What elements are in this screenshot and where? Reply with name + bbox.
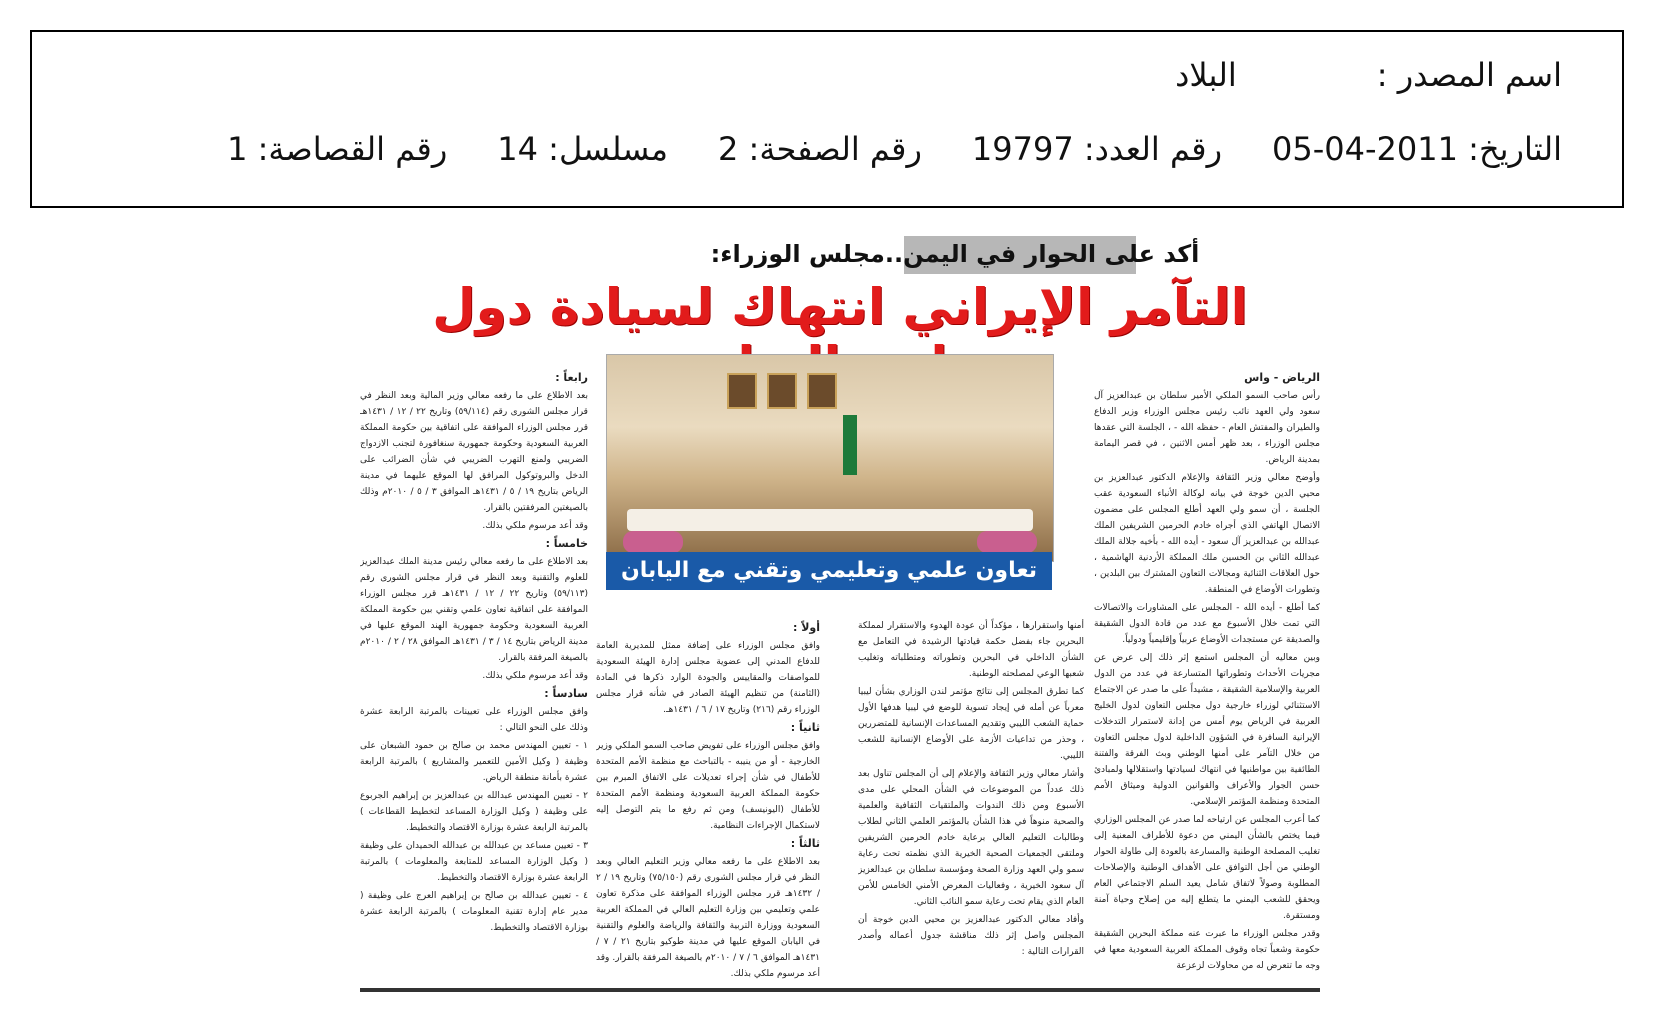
paragraph: كما تطرق المجلس إلى نتائج مؤتمر لندن الوزاري بشأن ليبيا معرباً عن أمله في إيجاد تسوية للوضع في ليبيا هدفها الأول حماية الشعب الليبي وتقديم المساعدات الإنسانية للمتضررين ، وحذر من تداعيات الأزمة على الأوضاع الإنسانية للشعب الليبي. xyxy=(858,687,1084,761)
page-label: رقم الصفحة: xyxy=(748,130,922,168)
cabinet-meeting-photo xyxy=(606,354,1054,562)
section-heading: خامساً : xyxy=(545,537,588,550)
section-heading: ثانياً : xyxy=(790,721,820,734)
serial-label: مسلسل: xyxy=(548,130,668,168)
paragraph: ٢ - تعيين المهندس عبدالله بن عبدالعزيز بن إبراهيم الجربوع على وظيفة ( وكيل الوزارة المساعد لتخطيط القطاعات ) بالمرتبة الرابعة عشرة بوزارة الاقتصاد والتخطيط. xyxy=(360,791,588,833)
newspaper-clipping xyxy=(360,236,1320,998)
paragraph: كما أعرب المجلس عن ارتياحه لما صدر عن المجلس الوزاري فيما يختص بالشأن اليمني من دعوة للأطراف المعنية إلى تغليب المصلحة الوطنية والمسارعة بالعودة إلى طاولة الحوار الوطني من أجل التوافق على الأهداف الوطنية والإصلاحات المطلوبة وصولاً لاتفاق شامل يعيد السلم الاجتماعي العام ويحقق للشعب اليمني ما يتطلع إليه من إصلاح وحياة آمنة ومستقرة. xyxy=(1094,815,1320,921)
clip-value: 1 xyxy=(227,130,248,168)
column-mid-left xyxy=(596,618,820,988)
issue-label: رقم العدد: xyxy=(1083,130,1223,168)
paragraph: بعد الاطلاع على ما رفعه معالي رئيس مدينة الملك عبدالعزيز للعلوم والتقنية وبعد النظر في قرار مجلس الشورى رقم (٥٩/١١٣) وتاريخ ٢٢ / ١٢ / ١٤٣١هـ قرر مجلس الوزراء الموافقة على اتفاقية تعاون علمي وتقني بين حكومة المملكة العربية السعودية وحكومة جمهورية الهند الموقع عليها في مدينة الرياض بتاريخ ١٤ / ٣ / ١٤٣١هـ الموافق ٢٨ / ٢ / ٢٠١٠م بالصيغة المرفقة بالقرار. xyxy=(360,557,588,663)
source-label: اسم المصدر : xyxy=(1376,56,1562,94)
source-line xyxy=(1175,56,1562,94)
meeting-table xyxy=(627,509,1033,531)
paragraph: بعد الاطلاع على ما رفعه معالي وزير المالية وبعد النظر في قرار مجلس الشورى رقم (٥٩/١١٤) وتاريخ ٢٢ / ١٢ / ١٤٣١هـ قرر مجلس الوزراء الموافقة على اتفاقية بين حكومة المملكة العربية السعودية وحكومة جمهورية سنغافورة لتجنب الازدواج الضريبي ولمنع التهرب الضريبي في شأن الضرائب على الدخل والبروتوكول المرافق لها الموقع عليهما في مدينة الرياض بتاريخ ١٩ / ٥ / ١٤٣١هـ الموافق ٣ / ٥ / ٢٠١٠م وذلك بالصيغتين المرفقتين بالقرار. xyxy=(360,391,588,513)
paragraph: وبين معاليه أن المجلس استمع إثر ذلك إلى عرض عن مجريات الأحداث وتطوراتها المتسارعة في عدد من الدول العربية والإسلامية الشقيقة ، مشيداً على ما صدر عن الاجتماع الاستثنائي لوزراء خارجية دول مجلس التعاون لدول الخليج العربية في الرياض يوم أمس من إدانة لاستمرار التدخلات الإيرانية السافرة في الشؤون الداخلية لدول مجلس التعاون من خلال التآمر على أمنها الوطني وبث الفرقة والفتنة الطائفية بين مواطنيها في انتهاك لسيادتها واستقلالها ولمبادئ حسن الجوار والأعراف والقوانين الدولية وميثاق الأمم المتحدة ومنظمة المؤتمر الإسلامي. xyxy=(1094,653,1320,807)
flag xyxy=(843,415,857,475)
paragraph: وقد أعد مرسوم ملكي بذلك. xyxy=(482,521,588,531)
clip-label: رقم القصاصة: xyxy=(257,130,448,168)
paragraph: ٤ - تعيين عبدالله بن صالح بن إبراهيم العرج على وظيفة ( مدير عام إدارة تقنية المعلومات ) بالمرتبة الرابعة عشرة بوزارة الاقتصاد والتخطيط. xyxy=(360,891,588,933)
section-heading: سادساً : xyxy=(544,687,588,700)
paragraph: وقدر مجلس الوزراء ما عبرت عنه مملكة البحرين الشقيقة حكومة وشعباً تجاه وقوف المملكة العربية السعودية معها في وجه ما تتعرض له من محاولات لزعزعة xyxy=(1094,929,1320,971)
portrait-frame xyxy=(767,373,797,409)
page-value: 2 xyxy=(718,130,739,168)
issue-details-line xyxy=(227,130,1562,168)
photo-caption-banner: تعاون علمي وتعليمي وتقني مع اليابان والهند xyxy=(606,552,1052,590)
article-headline: التآمر الإيراني انتهاك لسيادة دول xyxy=(432,278,1248,336)
source-value: البلاد xyxy=(1175,56,1237,94)
flower-arrangement xyxy=(977,531,1037,553)
paragraph: رأس صاحب السمو الملكي الأمير سلطان بن عبدالعزيز آل سعود ولي العهد نائب رئيس مجلس الوزراء وزير الدفاع والطيران والمفتش العام - حفظه الله - ، الجلسة التي عقدها مجلس الوزراء ، بعد ظهر أمس الاثنين ، في قصر اليمامة بمدينة الرياض. xyxy=(1094,391,1320,465)
paragraph: وقد أعد مرسوم ملكي بذلك. xyxy=(482,671,588,681)
portrait-frame xyxy=(807,373,837,409)
paragraph: بعد الاطلاع على ما رفعه معالي وزير التعليم العالي وبعد النظر في قرار مجلس الشورى رقم (٧٥/١٥٠) وتاريخ ١٩ / ٢ / ١٤٣٢هـ قرر مجلس الوزراء الموافقة على مذكرة تعاون علمي وتعليمي بين وزارة التعليم العالي في المملكة العربية السعودية ووزارة التربية والثقافة والرياضة والعلوم والتقنية في اليابان الموقع عليها في مدينة طوكيو بتاريخ ٢١ / ٧ / ١٤٣١هـ الموافق ٦ / ٧ / ٢٠١٠م بالصيغة المرفقة بالقرار. وقد أعد مرسوم ملكي بذلك. xyxy=(596,857,820,979)
date-value: 2011-04-05 xyxy=(1272,130,1458,168)
paragraph: كما أطلع - أيده الله - المجلس على المشاورات والاتصالات التي تمت خلال الأسبوع مع عدد من قادة الدول الشقيقة والصديقة عن مستجدات الأوضاع عربياً وإقليمياً ودولياً. xyxy=(1094,603,1320,645)
article-kicker: أكد على الحوار في اليمن..مجلس الوزراء: xyxy=(710,240,1200,268)
source-metadata-box xyxy=(30,30,1624,208)
flower-arrangement xyxy=(623,531,683,553)
date-label: التاريخ: xyxy=(1468,130,1562,168)
paragraph: وأشار معالي وزير الثقافة والإعلام إلى أن المجلس تناول بعد ذلك عدداً من الموضوعات في الشأن المحلي على مدى الأسبوع ومن ذلك الندوات والملتقيات الثقافية والعلمية والصحية منوهاً في هذا الشأن بالمؤتمر العلمي الثاني لطلاب وطالبات التعليم العالي برعاية خادم الحرمين الشريفين وملتقى الجمعيات الصحية الخيرية الذي نظمته تحت رعاية سمو ولي العهد وزارة الصحة ومؤسسة سلطان بن عبدالعزيز آل سعود الخيرية ، وفعاليات المعرض الأمني الخامس للأمن العام الذي يقام تحت رعاية سمو النائب الثاني. xyxy=(858,769,1084,907)
section-heading: أولاً : xyxy=(792,621,820,634)
paragraph: وافق مجلس الوزراء على تعيينات بالمرتبة الرابعة عشرة وذلك على النحو التالي : xyxy=(360,707,588,733)
issue-value: 19797 xyxy=(971,130,1074,168)
section-heading: رابعاً : xyxy=(555,371,588,384)
paragraph: وافق مجلس الوزراء على تفويض صاحب السمو الملكي وزير الخارجية - أو من ينيبه - بالتباحث مع منظمة الأمم المتحدة للأطفال في شأن إجراء تعديلات على الاتفاق المبرم بين حكومة المملكة العربية السعودية ومنظمة الأمم المتحدة للأطفال (اليونيسف) ومن ثم رفع ما يتم التوصل إليه لاستكمال الإجراءات النظامية. xyxy=(596,741,820,831)
column-right xyxy=(1094,368,1320,988)
bottom-rule xyxy=(360,988,1320,992)
dateline: الرياض - واس xyxy=(1244,371,1320,384)
paragraph: وأوضح معالي وزير الثقافة والإعلام الدكتور عبدالعزيز بن محيي الدين خوجة في بيانه لوكالة الأنباء السعودية عقب الجلسة ، أن سمو ولي العهد أطلع المجلس على مضمون الاتصال الهاتفي الذي أجراه خادم الحرمين الشريفين الملك عبدالله بن عبدالعزيز آل سعود - أيده الله - بأخيه جلالة الملك عبدالله الثاني بن الحسين ملك المملكة الأردنية الهاشمية ، حول العلاقات الثنائية ومجالات التعاون المشترك بين البلدين ، وتطورات الأوضاع في المنطقة. xyxy=(1094,473,1320,595)
column-mid-right xyxy=(858,618,1084,988)
paragraph: وأفاد معالي الدكتور عبدالعزيز بن محيي الدين خوجة أن المجلس واصل إثر ذلك مناقشة جدول أعماله وأصدر القرارات التالية : xyxy=(858,915,1084,957)
paragraph: أمنها واستقرارها ، مؤكداً أن عودة الهدوء والاستقرار لمملكة البحرين جاء بفضل حكمة قيادتها الرشيدة في التعامل مع الشأن الداخلي في البحرين وتطوراته ومتطلباته وتغليب شعبها الوعي لمصلحته الوطنية. xyxy=(858,621,1084,679)
portrait-frame xyxy=(727,373,757,409)
paragraph: وافق مجلس الوزراء على إضافة ممثل للمديرية العامة للدفاع المدني إلى عضوية مجلس إدارة الهيئة السعودية للمواصفات والمقاييس والجودة الوارد ذكرها في المادة (الثامنة) من تنظيم الهيئة الصادر في شأنه قرار مجلس الوزراء رقم (٢١٦) وتاريخ ١٧ / ٦ / ١٤٣١هـ. xyxy=(596,641,820,715)
paragraph: ٣ - تعيين مساعد بن عبدالله بن عبدالله الحميدان على وظيفة ( وكيل الوزارة المساعد للمتابعة والمعلومات ) بالمرتبة الرابعة عشرة بوزارة الاقتصاد والتخطيط. xyxy=(360,841,588,883)
serial-value: 14 xyxy=(497,130,538,168)
paragraph: ١ - تعيين المهندس محمد بن صالح بن حمود الشبعان على وظيفة ( وكيل الأمين للتعمير والمشاريع ) بالمرتبة الرابعة عشرة بأمانة منطقة الرياض. xyxy=(360,741,588,783)
column-left xyxy=(360,368,588,988)
section-heading: ثالثاً : xyxy=(790,837,820,850)
